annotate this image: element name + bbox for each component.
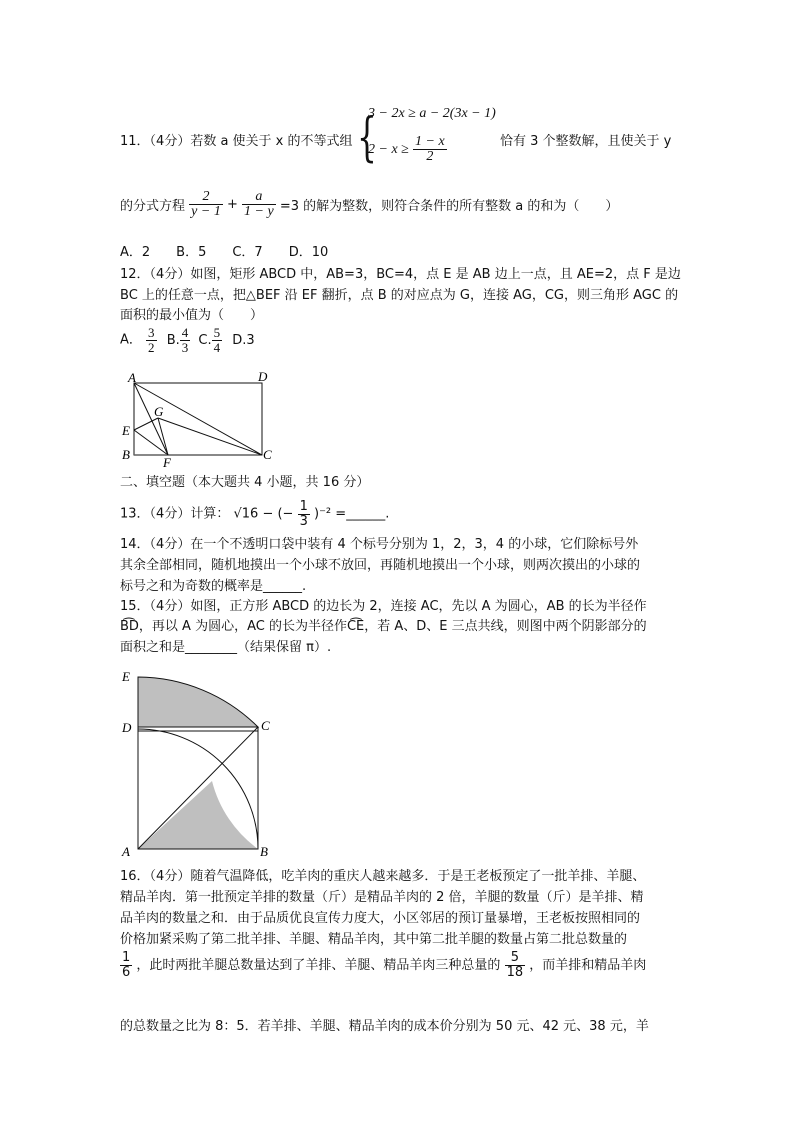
q12-line-gc	[158, 418, 262, 455]
q12-line-2: BC 上的任意一点，把△BEF 沿 EF 翻折，点 B 的对应点为 G，连接 AG，CG，则三角形 AGC 的	[120, 288, 679, 303]
q11-options: A．2 B．5 C．7 D．10	[120, 245, 329, 260]
q16-line-3: 品羊肉的数量之和．由于品质优良宣传力度大，小区邻居的预订量暴增，王老板按照相同的	[120, 911, 641, 926]
q11-brace: {	[357, 108, 377, 168]
q11-equation-line	[120, 190, 618, 219]
q12-line-eg	[134, 418, 158, 430]
q12-opt-a-num: 3	[148, 325, 155, 340]
q15-label-c: C	[261, 718, 270, 733]
q12-opt-c-label: C.	[198, 332, 212, 348]
q11-inequality-2	[368, 135, 447, 164]
q12-label-c: C	[263, 447, 272, 462]
q15-shaded-bottom	[138, 781, 258, 849]
q12-options	[120, 326, 255, 355]
q12-opt-d-label: D.3	[232, 332, 255, 348]
q13-minus: − (−	[262, 506, 294, 522]
q11-eq-plus: +	[226, 197, 238, 212]
q12-opt-b-label: B.	[166, 332, 180, 348]
q11-eq-frac1-num: 2	[189, 190, 223, 205]
q13-prefix: 13．（4分）计算：	[120, 506, 230, 522]
q16-line-4: 价格加紧采购了第二批羊排、羊腿、精品羊肉，其中第二批羊腿的数量占第二批总数量的	[120, 932, 628, 947]
q13-suffix: =______.	[335, 506, 390, 522]
q16-frac2-den: 18	[506, 965, 524, 980]
q15-label-e: E	[122, 669, 130, 684]
q11-eq-frac2-den: 1 − y	[244, 204, 274, 219]
q16-line-5	[120, 951, 646, 980]
q11-suffix: 恰有 3 个整数解，且使关于 y	[500, 134, 672, 149]
q11-eq-frac2	[242, 190, 276, 219]
q12-label-g: G	[154, 404, 164, 419]
q15-line-3: 面积之和是________（结果保留 π）.	[120, 640, 332, 655]
q11-eq-prefix: 的分式方程	[120, 199, 186, 214]
q16-frac1	[120, 951, 132, 980]
section-2-heading: 二、填空题（本大题共 4 小题，共 16 分）	[120, 475, 370, 490]
q15-figure	[118, 664, 288, 859]
q12-opt-b-den: 3	[181, 340, 189, 355]
q16-line-1: 16．（4分）随着气温降低，吃羊肉的重庆人越来越多．于是王老板预定了一批羊排、羊腿、	[120, 869, 646, 884]
q13-frac-num: 1	[299, 499, 308, 514]
q16-frac1-den: 6	[122, 965, 131, 980]
q11-inequality-1: 3 − 2x ≥ a − 2(3x − 1)	[368, 106, 496, 121]
q16-line-2: 精品羊肉．第一批预定羊排的数量（斤）是精品羊肉的 2 倍，羊腿的数量（斤）是羊排、精	[120, 890, 644, 905]
q14-line-1: 14．（4分）在一个不透明口袋中装有 4 个标号分别为 1，2，3，4 的小球，它们除标号外	[120, 537, 639, 552]
q11-inequality-2-frac	[413, 135, 447, 164]
q11-prefix: 11．（4分）若数 a 使关于 x 的不等式组	[120, 134, 353, 149]
q16-frac2	[505, 951, 526, 980]
q11-eq-frac1	[189, 190, 223, 219]
q12-opt-a-den: 2	[148, 340, 155, 355]
q12-label-f: F	[163, 455, 171, 468]
q11-eq-frac1-den: y − 1	[191, 204, 221, 219]
q15-line-1: 15．（4分）如图，正方形 ABCD 的边长为 2，连接 AC，先以 A 为圆心，AB 的长为半径作	[120, 599, 647, 614]
q14-line-3: 标号之和为奇数的概率是______.	[120, 579, 307, 594]
q13-line	[120, 500, 389, 529]
q15-label-b: B	[260, 844, 268, 859]
q13-frac	[298, 500, 310, 529]
q11-inequality-2-left: 2 − x ≥	[368, 142, 409, 157]
q12-figure	[118, 368, 278, 468]
q15-label-a: A	[122, 844, 130, 859]
q13-sqrt: √16	[233, 506, 259, 522]
q16-tail: ，而羊排和精品羊肉	[529, 958, 647, 973]
q11-eq-frac2-num: a	[242, 190, 276, 205]
q12-opt-b-frac	[180, 326, 191, 355]
q16-frac1-num: 1	[122, 950, 131, 965]
q12-label-a: A	[128, 370, 136, 385]
q14-line-2: 其余全部相同，随机地摸出一个小球不放回，再随机地摸出一个小球，则两次摸出的小球的	[120, 558, 641, 573]
q15-shaded-top	[138, 677, 258, 727]
q11-inequality-2-den: 2	[426, 149, 434, 164]
q15-line-2: B͡D，再以 A 为圆心，AC 的长为半径作C͡E，若 A、D、E 三点共线，则图中两个阴影部分的	[120, 619, 647, 634]
q12-opt-a-frac	[146, 326, 157, 355]
q12-label-e: E	[122, 423, 130, 438]
q12-opt-c-frac	[212, 326, 223, 355]
q13-exp: )⁻²	[314, 506, 332, 522]
q13-frac-den: 3	[299, 514, 308, 529]
q15-label-d: D	[122, 720, 132, 735]
q12-label-b: B	[122, 447, 130, 462]
q12-line-af	[134, 383, 168, 455]
q16-line-6: 的总数量之比为 8：5．若羊排、羊腿、精品羊肉的成本价分别为 50 元、42 元、38 元，羊	[120, 1019, 649, 1034]
q16-mid: ，此时两批羊腿总数量达到了羊排、羊腿、精品羊肉三种总量的	[136, 958, 501, 973]
q12-label-d: D	[258, 369, 268, 384]
q11-eq-suffix: =3 的解为整数，则符合条件的所有整数 a 的和为（ ）	[279, 199, 619, 214]
q12-line-3: 面积的最小值为（ ）	[120, 308, 264, 323]
q11-inequality-2-num: 1 − x	[415, 134, 445, 149]
q12-line-1: 12．（4分）如图，矩形 ABCD 中，AB=3，BC=4，点 E 是 AB 边上一点，且 AE=2，点 F 是边	[120, 267, 681, 282]
q16-frac2-num: 5	[505, 951, 526, 966]
q12-opt-c-num: 5	[213, 325, 221, 340]
q12-opt-c-den: 4	[213, 340, 221, 355]
q12-line-ef	[134, 430, 168, 455]
q12-opt-b-num: 4	[181, 325, 189, 340]
q12-opt-a-label: A．	[120, 332, 142, 348]
